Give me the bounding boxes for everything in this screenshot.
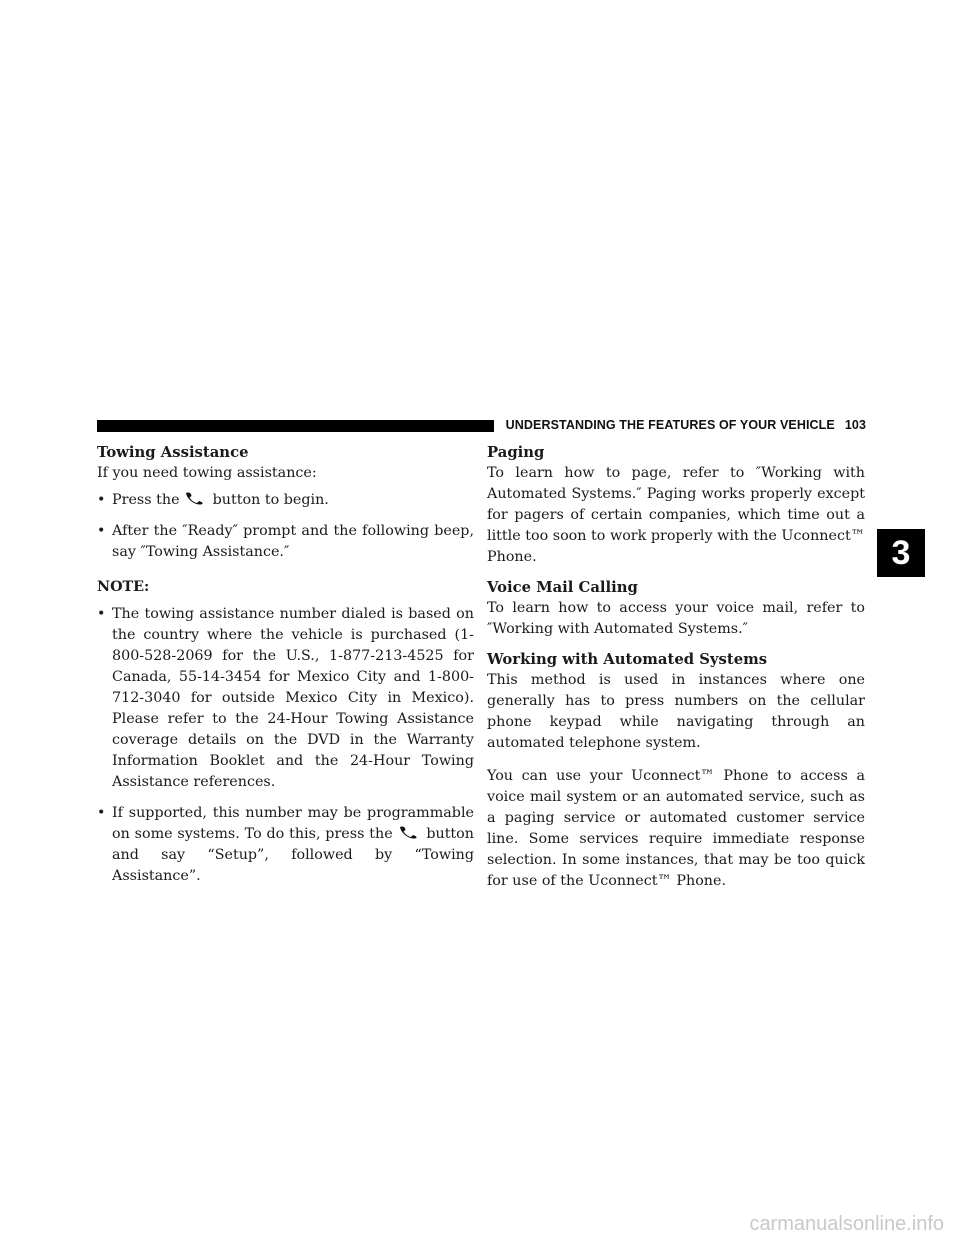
- list-item: [97, 490, 474, 511]
- voice-mail-heading: Voice Mail Calling: [487, 579, 638, 596]
- bullet2-text: After the ″Ready″ prompt and the following beep, say ″Towing Assistance.″: [112, 523, 474, 560]
- voice-mail-text: To learn how to access your voice mail, refer to ″Working with Automated Systems.″: [487, 600, 865, 637]
- header-rule: [97, 420, 494, 432]
- note1-text: The towing assistance number dialed is based on the country where the vehicle is purchased (1-800-528-2069 for the U.S., 1-877-213-4525 for Canada, 55-14-3454 for Mexico City and 1-800-712-3040 for outside Mexico City in Mexico). Please refer to the 24-Hour Towing Assistance coverage details on the DVD in the Warranty Information Booklet and the 24-Hour Towing Assistance references.: [112, 606, 474, 790]
- phone-handset-icon: [398, 825, 422, 839]
- bullet1-text-after: button to begin.: [212, 492, 329, 508]
- list-item: [97, 521, 474, 563]
- watermark: carmanualsonline.info: [749, 1213, 944, 1235]
- list-item: [97, 604, 474, 793]
- paging-heading: Paging: [487, 444, 545, 461]
- bullet-symbol: •: [97, 523, 106, 539]
- bullet-symbol: •: [97, 805, 106, 821]
- automated-systems-text-2: You can use your Uconnect™ Phone to access a voice mail system or an automated service, such as a paging service or automated customer service line. Some services require immediate response selection. In some instances, that may be too quick for use of the Uconnect™ Phone.: [487, 768, 865, 889]
- page-number: 103: [844, 418, 866, 432]
- paging-text: To learn how to page, refer to ″Working with Automated Systems.″ Paging works properly except for pagers of certain companies, which time out a little too soon to work properly with the Uconnect™ Phone.: [487, 465, 865, 565]
- bullet1-text-before: Press the: [112, 492, 180, 508]
- header-section-title: UNDERSTANDING THE FEATURES OF YOUR VEHICLE: [505, 418, 835, 432]
- towing-intro: If you need towing assistance:: [97, 465, 317, 481]
- automated-systems-text-1: This method is used in instances where one generally has to press numbers on the cellular phone keypad while navigating through an automated telephone system.: [487, 672, 865, 751]
- phone-handset-icon: [184, 491, 208, 505]
- running-header: [504, 418, 866, 432]
- bullet-symbol: •: [97, 492, 106, 508]
- towing-assistance-heading: Towing Assistance: [97, 444, 249, 461]
- bullet-symbol: •: [97, 606, 106, 622]
- chapter-tab: 3: [877, 529, 925, 577]
- note2-text-before: If supported, this number may be programmable on some systems. To do this, press the: [112, 805, 474, 842]
- right-column: [487, 443, 865, 892]
- list-item: [97, 803, 474, 887]
- left-column: [97, 443, 474, 887]
- note2-text-after: button and say “Setup”, followed by “Towing Assistance”.: [112, 826, 474, 884]
- automated-systems-heading: Working with Automated Systems: [487, 651, 768, 668]
- note-label: NOTE:: [97, 579, 150, 595]
